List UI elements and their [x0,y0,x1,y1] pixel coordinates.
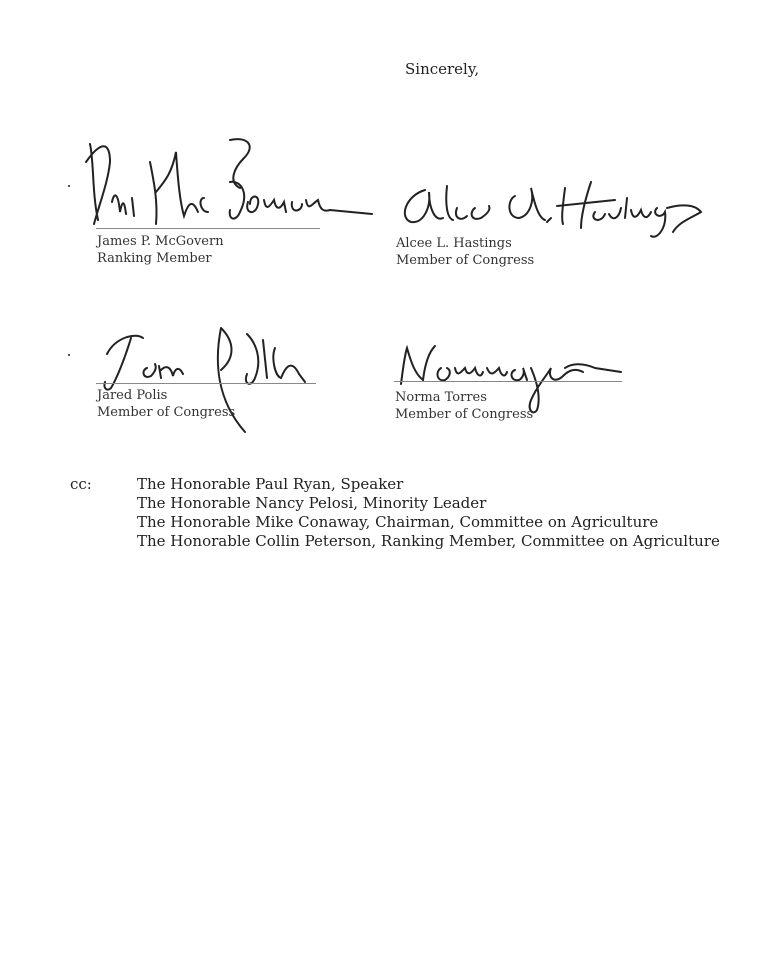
signature-mcgovern [80,132,380,232]
stray-mark [68,354,70,356]
signatory-title: Member of Congress [396,253,535,268]
signatory-name: Alcee L. Hastings [396,236,512,251]
cc-recipient: The Honorable Mike Conaway, Chairman, Committee on Agriculture [137,513,659,531]
cc-label: cc: [70,475,92,493]
signatory-name: Norma Torres [395,390,487,405]
closing: Sincerely, [405,60,480,78]
stray-mark [68,185,70,187]
signatory-title: Member of Congress [395,407,534,422]
signatory-hastings [396,235,534,269]
cc-list [137,475,720,551]
signatory-mcgovern [97,233,224,267]
cc-recipient: The Honorable Nancy Pelosi, Minority Leader [137,494,487,512]
signature-line [96,383,316,384]
signatory-name: Jared Polis [97,388,168,403]
cc-recipient: The Honorable Paul Ryan, Speaker [137,475,404,493]
signatory-torres [395,389,533,423]
signatory-title: Member of Congress [97,405,236,420]
signatory-title: Ranking Member [97,251,212,266]
signatory-name: James P. McGovern [97,234,224,249]
signature-line [96,228,320,229]
signatory-polis [97,387,235,421]
signature-line [394,381,622,382]
cc-recipient: The Honorable Collin Peterson, Ranking Member, Committee on Agriculture [137,532,720,550]
